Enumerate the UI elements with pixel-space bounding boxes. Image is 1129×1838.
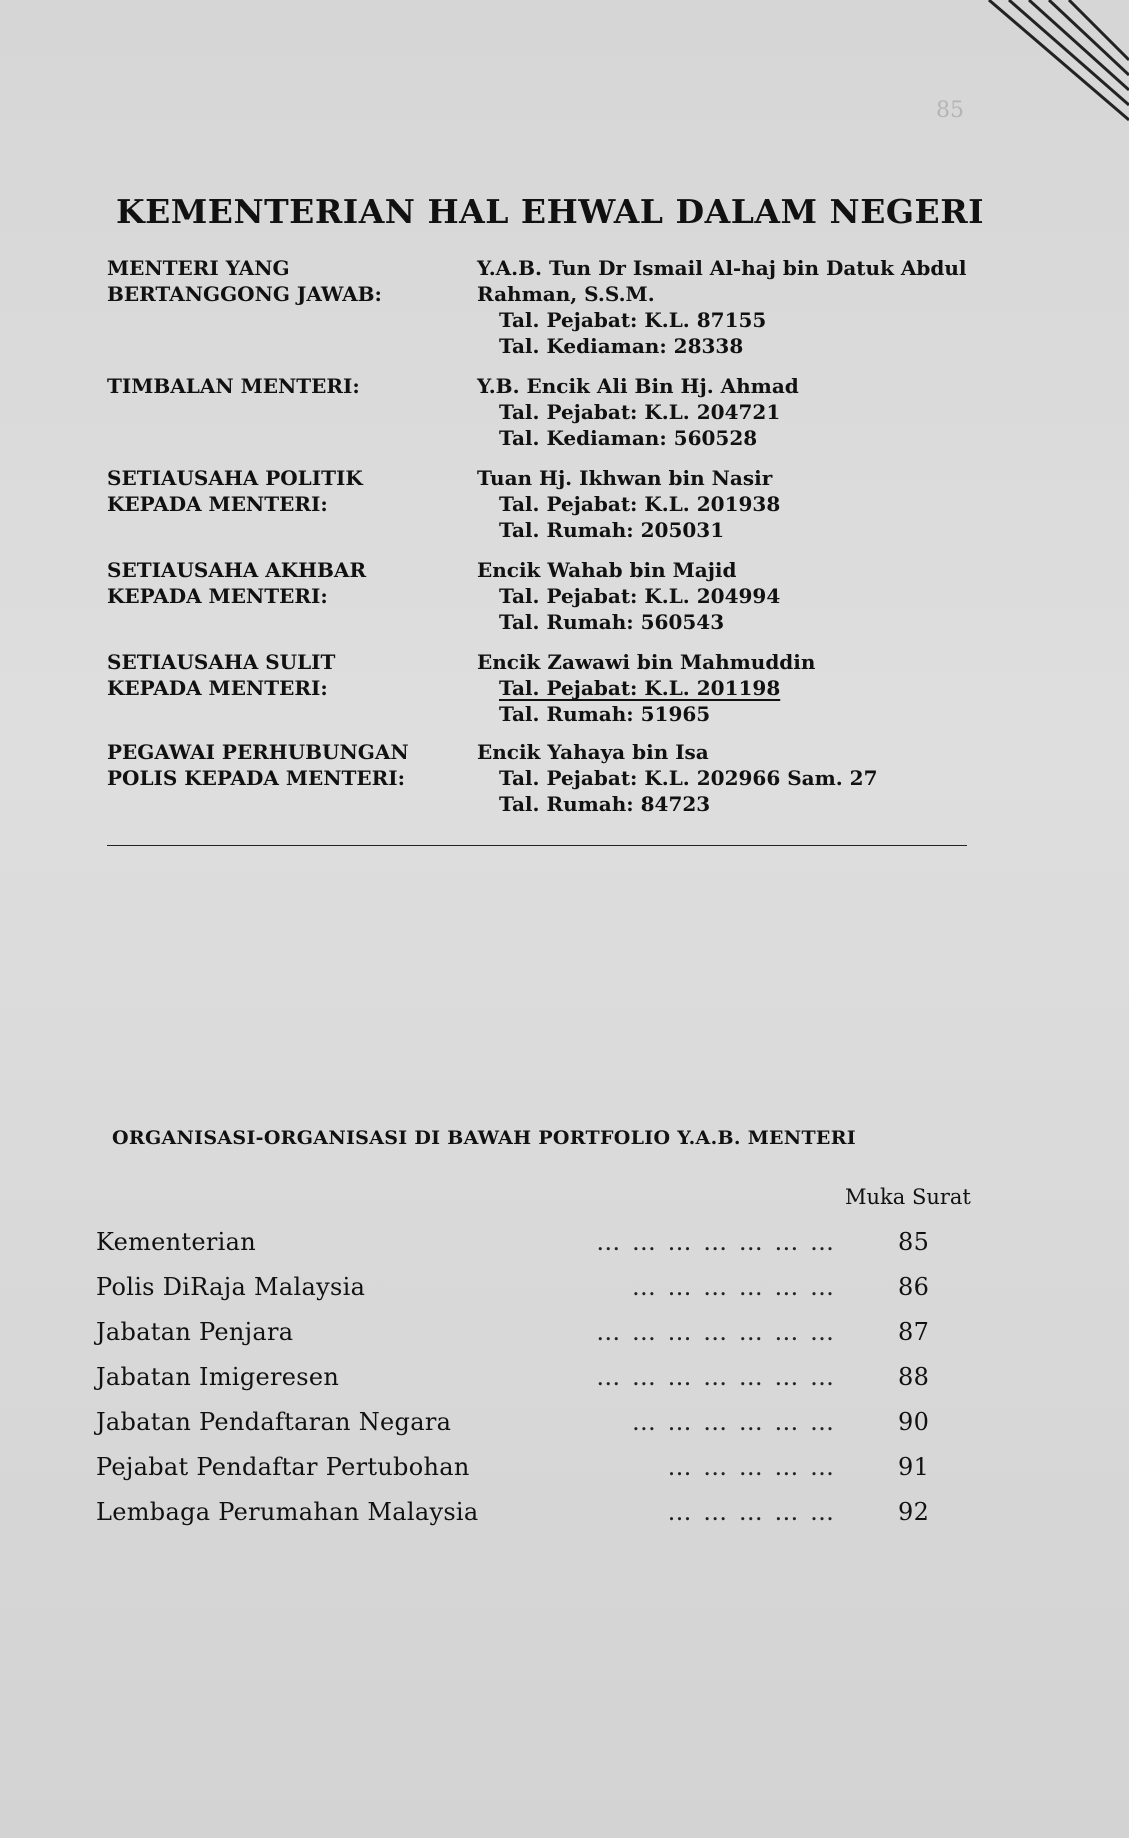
official-details — [477, 255, 997, 359]
leader-dots: … … … … … … … — [596, 1228, 836, 1256]
page-number: 85 — [936, 98, 964, 123]
leader-dots: … … … … … … — [631, 1408, 836, 1436]
official-name: Encik Wahab bin Majid — [477, 558, 737, 582]
office-phone: Tal. Pejabat: K.L. 202966 Sam. 27 — [499, 766, 878, 790]
organisation-name: Lembaga Perumahan Malaysia — [96, 1498, 479, 1526]
official-details — [477, 649, 997, 727]
page-reference: 91 — [898, 1453, 930, 1481]
official-name: Encik Zawawi bin Mahmuddin — [477, 650, 816, 674]
official-details — [477, 465, 997, 543]
home-phone: Tal. Rumah: 84723 — [499, 792, 711, 816]
home-phone: Tal. Rumah: 560543 — [499, 610, 725, 634]
home-phone: Tal. Rumah: 51965 — [499, 702, 711, 726]
official-name: Encik Yahaya bin Isa — [477, 740, 709, 764]
organisation-name: Jabatan Pendaftaran Negara — [96, 1408, 452, 1436]
page-reference: 85 — [898, 1228, 930, 1256]
list-item — [96, 1312, 976, 1357]
organisation-name: Kementerian — [96, 1228, 256, 1256]
official-role: PEGAWAI PERHUBUNGAN POLIS KEPADA MENTERI: — [107, 740, 409, 790]
home-phone: Tal. Kediaman: 560528 — [499, 426, 758, 450]
official-role: SETIAUSAHA SULIT KEPADA MENTERI: — [107, 650, 336, 700]
page-reference: 86 — [898, 1273, 930, 1301]
official-details — [477, 557, 997, 635]
list-item — [96, 1402, 976, 1447]
leader-dots: … … … … … — [667, 1453, 836, 1481]
official-role: MENTERI YANG BERTANGGONG JAWAB: — [107, 256, 382, 306]
official-role: SETIAUSAHA POLITIK KEPADA MENTERI: — [107, 466, 363, 516]
organisation-name: Pejabat Pendaftar Pertubohan — [96, 1453, 470, 1481]
page-column-label: Muka Surat — [845, 1185, 971, 1209]
list-item — [96, 1222, 976, 1267]
official-role: SETIAUSAHA AKHBAR KEPADA MENTERI: — [107, 558, 367, 608]
organisation-name: Jabatan Imigeresen — [96, 1363, 340, 1391]
page-reference: 92 — [898, 1498, 930, 1526]
official-details — [477, 739, 997, 817]
leader-dots: … … … … … — [667, 1498, 836, 1526]
official-details — [477, 373, 997, 451]
home-phone: Tal. Rumah: 205031 — [499, 518, 725, 542]
official-name: Y.B. Encik Ali Bin Hj. Ahmad — [477, 374, 799, 398]
page-title: KEMENTERIAN HAL EHWAL DALAM NEGERI — [115, 192, 985, 231]
home-phone: Tal. Kediaman: 28338 — [499, 334, 744, 358]
section-divider — [107, 845, 967, 846]
office-phone: Tal. Pejabat: K.L. 87155 — [499, 308, 767, 332]
leader-dots: … … … … … … … — [596, 1363, 836, 1391]
leader-dots: … … … … … … — [631, 1273, 836, 1301]
list-item — [96, 1492, 976, 1537]
office-phone: Tal. Pejabat: K.L. 201198 — [499, 676, 781, 700]
page-reference: 90 — [898, 1408, 930, 1436]
official-name: Y.A.B. Tun Dr Ismail Al-haj bin Datuk Abdul — [477, 256, 967, 280]
office-phone: Tal. Pejabat: K.L. 204994 — [499, 584, 781, 608]
official-role: TIMBALAN MENTERI: — [107, 374, 360, 398]
list-item — [96, 1357, 976, 1402]
list-item — [96, 1447, 976, 1492]
office-phone: Tal. Pejabat: K.L. 201938 — [499, 492, 781, 516]
list-item — [96, 1267, 976, 1312]
official-name: Rahman, S.S.M. — [477, 282, 655, 306]
corner-fold-lines — [929, 0, 1129, 170]
organisation-name: Jabatan Penjara — [96, 1318, 294, 1346]
organisation-name: Polis DiRaja Malaysia — [96, 1273, 366, 1301]
official-name: Tuan Hj. Ikhwan bin Nasir — [477, 466, 773, 490]
page-reference: 87 — [898, 1318, 930, 1346]
page-reference: 88 — [898, 1363, 930, 1391]
organisations-heading: ORGANISASI-ORGANISASI DI BAWAH PORTFOLIO Y.A.B. MENTERI — [112, 1127, 856, 1149]
office-phone: Tal. Pejabat: K.L. 204721 — [499, 400, 781, 424]
leader-dots: … … … … … … … — [596, 1318, 836, 1346]
organisations-list — [96, 1222, 976, 1537]
